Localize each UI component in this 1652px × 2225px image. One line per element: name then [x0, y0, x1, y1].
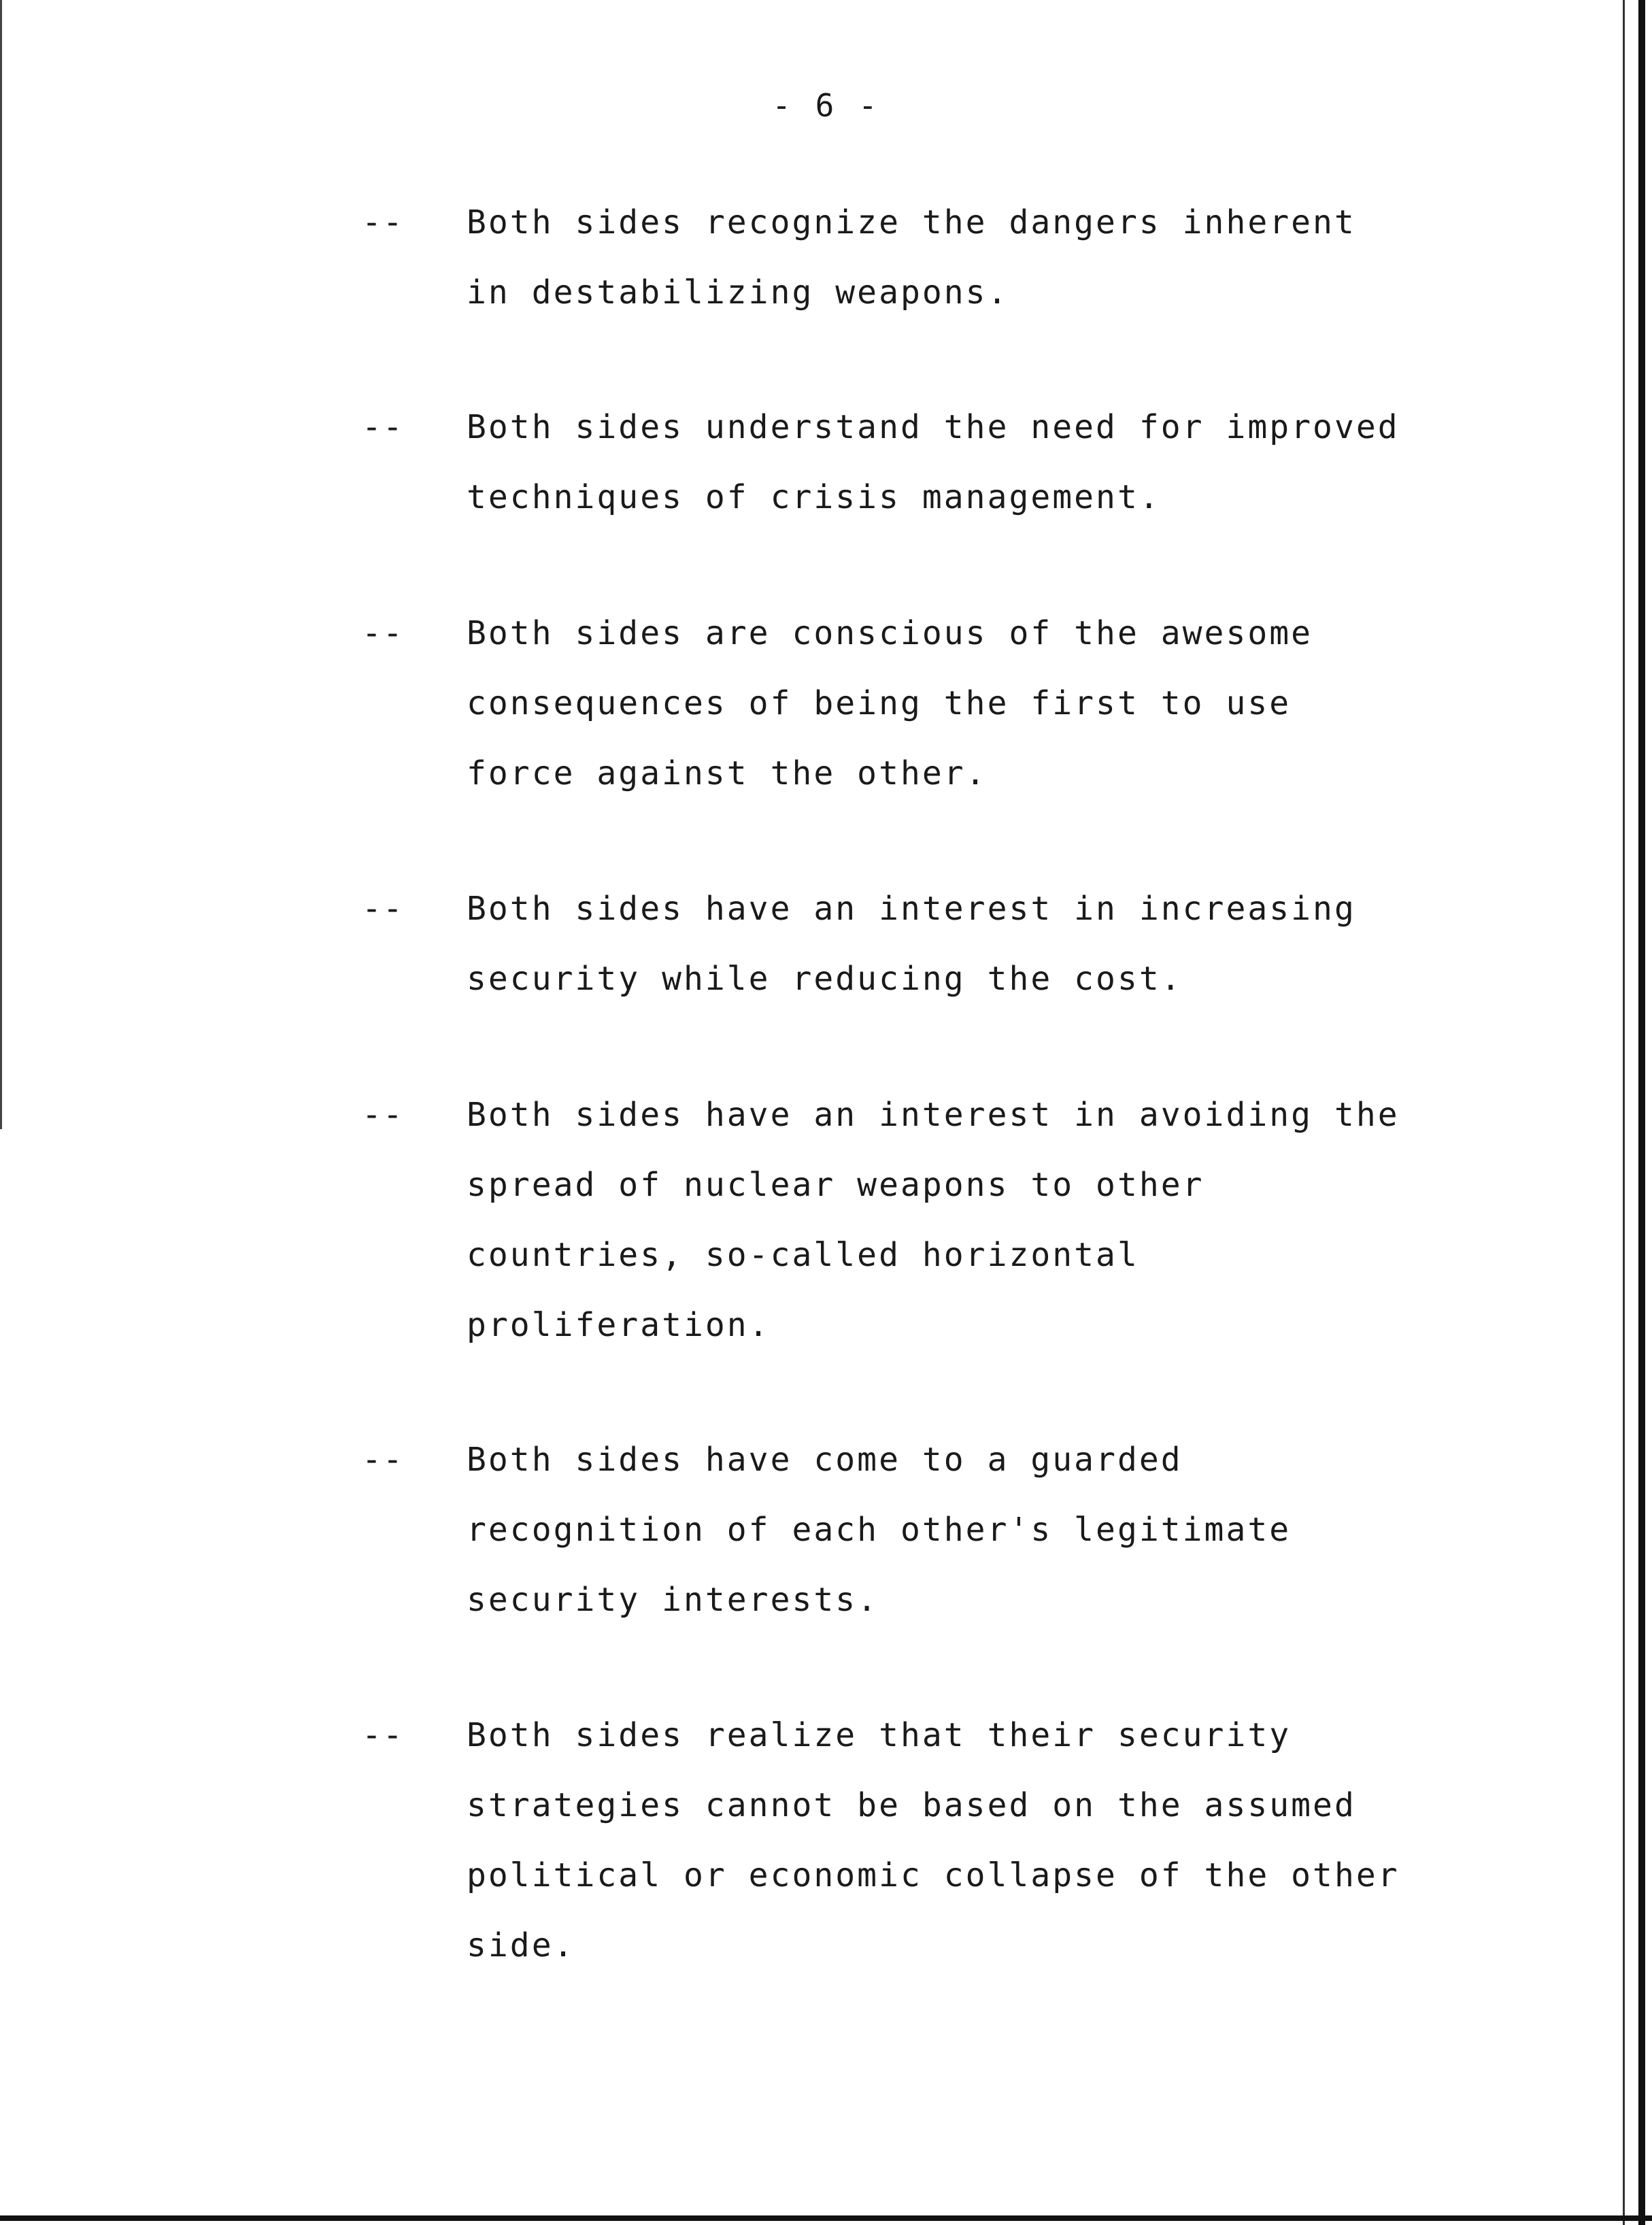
- statement-text: Both sides have an interest in avoiding the spread of nuclear weapons to other countries, so-called horizontal proliferation.: [467, 1096, 1421, 1344]
- dash-marker: --: [362, 408, 404, 446]
- statement-text: Both sides realize that their security strategies cannot be based on the assumed political or economic collapse of the other side.: [467, 1716, 1421, 1964]
- statement-text: Both sides have an interest in increasing security while reducing the cost.: [467, 890, 1378, 998]
- statement-text: Both sides have come to a guarded recognition of each other's legitimate security interests.: [467, 1441, 1313, 1619]
- dash-marker: --: [362, 890, 404, 928]
- statement-text: Both sides recognize the dangers inherent in destabilizing weapons.: [467, 203, 1378, 312]
- page-number: - 6 -: [772, 87, 880, 124]
- statement-text: Both sides are conscious of the awesome consequences of being the first to use force against the other.: [467, 614, 1334, 792]
- dash-marker: --: [362, 1096, 404, 1134]
- dash-marker: --: [362, 614, 404, 652]
- dash-marker: --: [362, 203, 404, 241]
- statement-text: Both sides understand the need for improved techniques of crisis management.: [467, 408, 1421, 516]
- dash-marker: --: [362, 1716, 404, 1754]
- dash-marker: --: [362, 1441, 404, 1479]
